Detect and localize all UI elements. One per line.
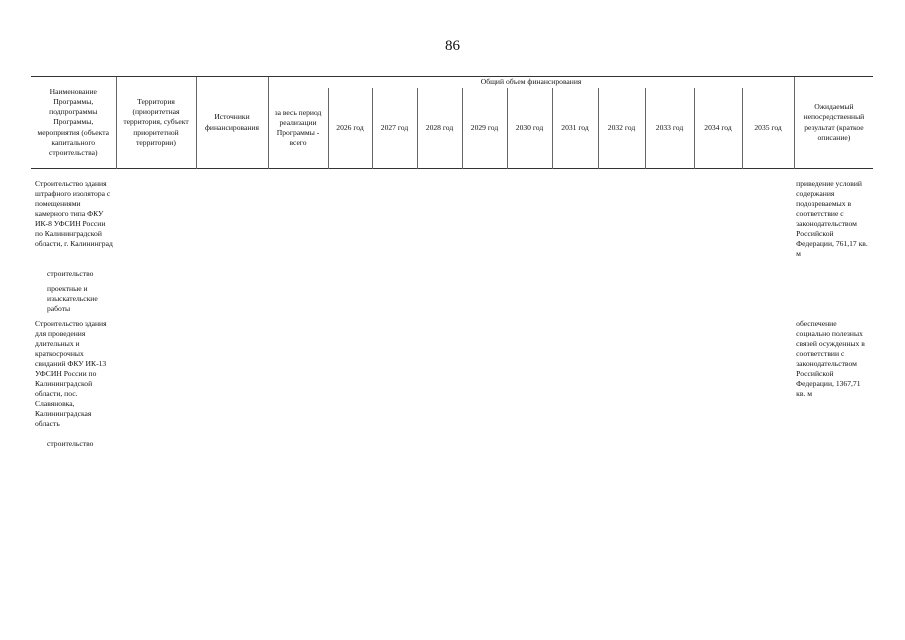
row-year-value <box>417 284 462 314</box>
row-year-value <box>598 269 645 279</box>
row-name: строительство <box>47 439 94 449</box>
table-row <box>31 269 873 279</box>
row-year-value <box>328 439 372 449</box>
row-year-value <box>328 179 372 259</box>
row-year-value <box>417 439 462 449</box>
row-year-value <box>417 319 462 429</box>
header-year: 2030 год <box>507 88 552 169</box>
row-name: Строительство здания штрафного изолятора с помещениями камерного типа ФКУ ИК-8 УФСИН России по Калининградской области, г. Калининград <box>35 179 113 249</box>
row-year-value <box>417 269 462 279</box>
header-year: 2034 год <box>694 88 742 169</box>
row-year-value <box>645 319 694 429</box>
row-year-value <box>742 439 794 449</box>
row-year-value <box>694 179 742 259</box>
header-year: 2033 год <box>645 88 694 169</box>
header-sources: Источники финансирования <box>196 77 268 169</box>
header-year: 2035 год <box>742 88 794 169</box>
header-year: 2029 год <box>462 88 507 169</box>
row-year-value <box>462 284 507 314</box>
row-total <box>268 179 328 259</box>
header-year: 2027 год <box>372 88 417 169</box>
row-year-value <box>328 284 372 314</box>
row-year-value <box>507 284 552 314</box>
row-result: приведение условий содержания подозреваемых в соответствие с законодательством Российской Федерации, 761,17 кв. м <box>796 179 868 259</box>
row-year-value <box>598 439 645 449</box>
row-territory <box>116 319 196 429</box>
row-year-value <box>462 179 507 259</box>
row-territory <box>116 269 196 279</box>
row-source <box>196 284 268 314</box>
row-year-value <box>742 319 794 429</box>
header-total-financing: Общий объем финансирования <box>268 77 794 89</box>
row-year-value <box>462 439 507 449</box>
row-year-value <box>694 269 742 279</box>
row-year-value <box>552 319 598 429</box>
row-source <box>196 319 268 429</box>
row-year-value <box>507 439 552 449</box>
page-number: 86 <box>445 38 460 54</box>
table-row <box>31 179 873 259</box>
header-year: 2026 год <box>328 88 372 169</box>
row-territory <box>116 439 196 449</box>
row-year-value <box>372 179 417 259</box>
row-total <box>268 269 328 279</box>
row-year-value <box>552 269 598 279</box>
row-name: строительство <box>47 269 94 279</box>
row-year-value <box>694 319 742 429</box>
header-result: Ожидаемый непосредственный результат (краткое описание) <box>794 77 873 169</box>
row-result <box>794 269 873 279</box>
row-year-value <box>694 439 742 449</box>
row-year-value <box>598 319 645 429</box>
row-total <box>268 319 328 429</box>
row-source <box>196 269 268 279</box>
row-name: проектные и изыскательские работы <box>47 284 98 314</box>
row-year-value <box>742 179 794 259</box>
table-row <box>31 319 873 429</box>
header-total: за весь период реализации Программы - всего <box>268 88 328 169</box>
row-year-value <box>598 284 645 314</box>
row-year-value <box>328 319 372 429</box>
row-year-value <box>742 284 794 314</box>
row-year-value <box>372 319 417 429</box>
row-year-value <box>507 319 552 429</box>
row-year-value <box>372 269 417 279</box>
table-row <box>31 284 873 314</box>
row-total <box>268 439 328 449</box>
row-year-value <box>372 284 417 314</box>
row-year-value <box>507 269 552 279</box>
row-year-value <box>645 269 694 279</box>
row-year-value <box>694 284 742 314</box>
header-year: 2028 год <box>417 88 462 169</box>
row-name: Строительство здания для проведения длительных и краткосрочных свиданий ФКУ ИК-13 УФСИН России по Калининградской области, пос. Славяновка, Калининградская область <box>35 319 107 429</box>
header-name: Наименование Программы, подпрограммы Программы, мероприятия (объекта капитального строительства) <box>31 77 116 169</box>
row-territory <box>116 284 196 314</box>
row-year-value <box>645 439 694 449</box>
row-year-value <box>598 179 645 259</box>
row-year-value <box>552 284 598 314</box>
row-year-value <box>462 319 507 429</box>
row-result <box>794 439 873 449</box>
row-year-value <box>417 179 462 259</box>
row-source <box>196 439 268 449</box>
row-total <box>268 284 328 314</box>
row-result: обеспечение социально полезных связей осужденных в соответствии с законодательством Российской Федерации, 1367,71 кв. м <box>796 319 865 399</box>
header-year: 2031 год <box>552 88 598 169</box>
row-source <box>196 179 268 259</box>
row-year-value <box>645 179 694 259</box>
row-year-value <box>328 269 372 279</box>
header-year: 2032 год <box>598 88 645 169</box>
row-year-value <box>742 269 794 279</box>
row-year-value <box>552 179 598 259</box>
row-year-value <box>552 439 598 449</box>
financing-table <box>31 76 873 449</box>
row-year-value <box>372 439 417 449</box>
row-year-value <box>462 269 507 279</box>
row-year-value <box>507 179 552 259</box>
table-row <box>31 439 873 449</box>
row-year-value <box>645 284 694 314</box>
header-territory: Территория (приоритетная территория, субъект приоритетной территории) <box>116 77 196 169</box>
row-result <box>794 284 873 314</box>
row-territory <box>116 179 196 259</box>
